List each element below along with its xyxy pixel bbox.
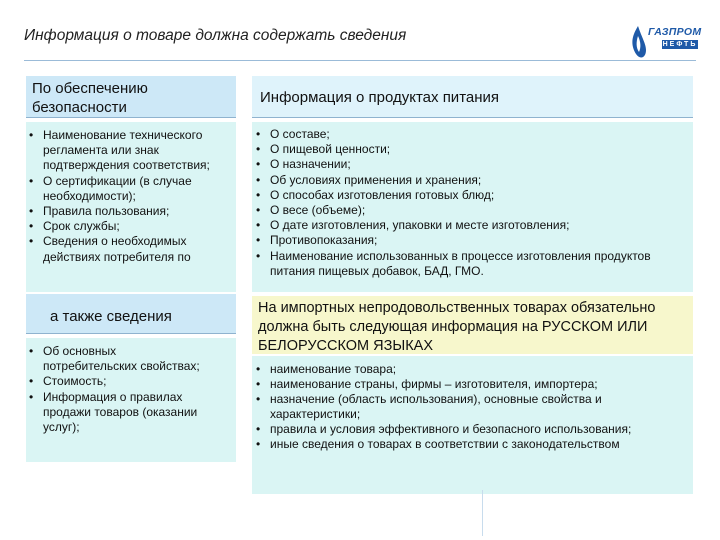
safety-list-panel xyxy=(26,122,236,292)
decorative-line xyxy=(482,490,483,536)
list-item: • Наименование технического регламента или знак подтверждения соответствия; xyxy=(29,128,224,174)
list-item: • Противопоказания; xyxy=(256,233,688,248)
list-item: • О назначении; xyxy=(256,157,688,172)
list-item: • Срок службы; xyxy=(29,219,224,234)
food-info-panel xyxy=(252,122,693,292)
list-item: • иные сведения о товарах в соответствии с законодательством xyxy=(256,437,690,452)
list-item: • Сведения о необходимых действиях потребителя по xyxy=(29,234,224,264)
logo-text: ГАЗПРОМ xyxy=(648,26,702,38)
list-item: • назначение (область использования), основные свойства и характеристики; xyxy=(256,392,690,422)
list-item: • Информация о правилах продажи товаров (оказании услуг); xyxy=(29,390,209,436)
import-goods-list xyxy=(256,362,690,452)
list-item: • наименование страны, фирмы – изготовителя, импортера; xyxy=(256,377,690,392)
list-item: • О составе; xyxy=(256,127,688,142)
import-goods-header-label: На импортных непродовольственных товарах обязательно должна быть следующая информация на РУССКОМ ИЛИ БЕЛОРУССКОМ ЯЗЫКАХ xyxy=(258,300,656,354)
list-item: • Об основных потребительских свойствах; xyxy=(29,344,209,374)
logo-subtext: НЕФТЬ xyxy=(662,41,698,48)
also-info-header xyxy=(26,294,236,334)
list-item: • Наименование использованных в процессе изготовления продуктов питания пищевых добавок, БАД, ГМО. xyxy=(256,249,688,279)
safety-list xyxy=(29,128,224,265)
safety-header xyxy=(26,76,236,118)
list-item: • О пищевой ценности; xyxy=(256,142,688,157)
list-item: • О весе (объеме); xyxy=(256,203,688,218)
food-info-header xyxy=(252,76,693,118)
also-info-list xyxy=(29,344,209,435)
slide-title: Информация о товаре должна содержать сведения xyxy=(24,27,407,44)
food-info-list xyxy=(256,127,688,279)
list-item: • Стоимость; xyxy=(29,374,209,389)
list-item: • О дате изготовления, упаковки и месте изготовления; xyxy=(256,218,688,233)
import-goods-header xyxy=(252,296,693,354)
food-info-header-label: Информация о продуктах питания xyxy=(260,89,500,106)
also-info-panel xyxy=(26,338,236,462)
list-item: • О сертификации (в случае необходимости); xyxy=(29,174,224,204)
safety-header-label: По обеспечению безопасности xyxy=(32,80,148,116)
list-item: • Об условиях применения и хранения; xyxy=(256,173,688,188)
list-item: • наименование товара; xyxy=(256,362,690,377)
list-item: • правила и условия эффективного и безопасного использования; xyxy=(256,422,690,437)
list-item: • Правила пользования; xyxy=(29,204,224,219)
list-item: • О способах изготовления готовых блюд; xyxy=(256,188,688,203)
also-info-label: а также сведения xyxy=(50,308,172,325)
import-goods-panel xyxy=(252,356,693,494)
header-divider xyxy=(24,60,696,61)
